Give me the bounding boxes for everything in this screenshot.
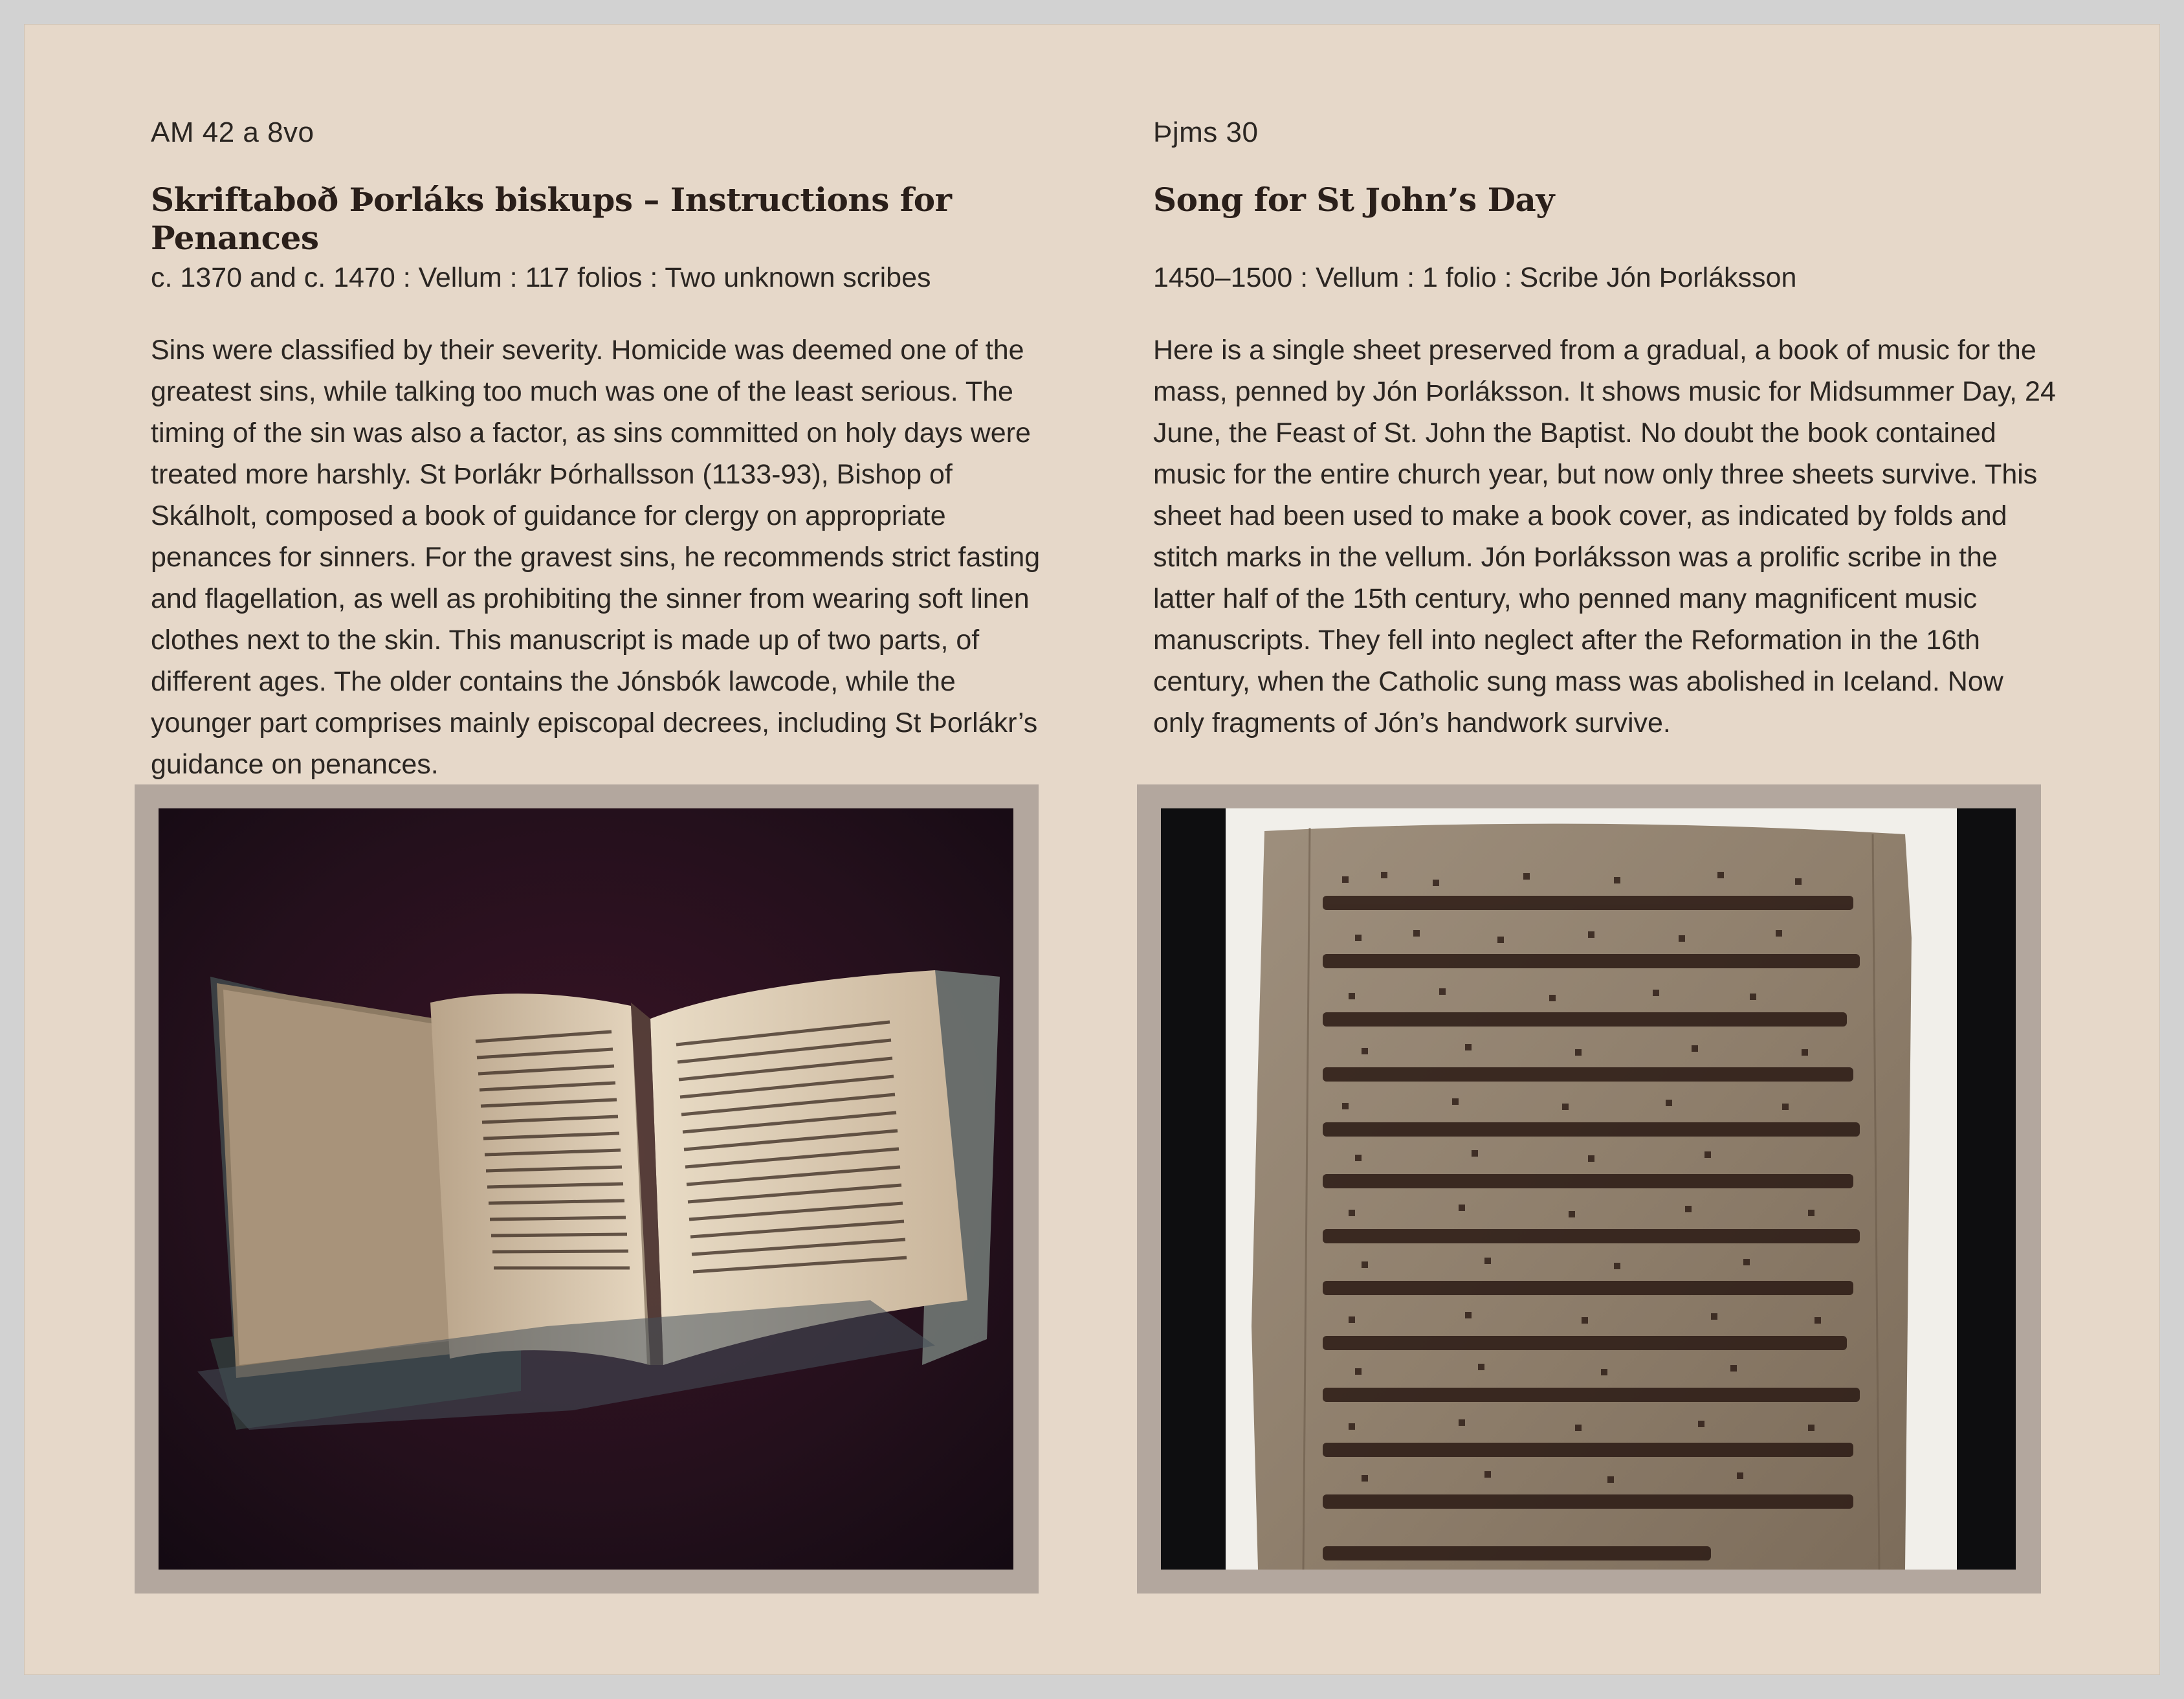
right-photo-frame <box>1137 784 2041 1594</box>
open-manuscript-photo <box>159 808 1013 1570</box>
left-photo-frame <box>135 784 1039 1594</box>
right-shelfmark: Þjms 30 <box>1153 117 1259 148</box>
left-description: Sins were classified by their severity. Homicide was deemed one of the greatest sins, while talking too much was one of the least serious. The timing of the sin was also a factor, as sins committed on holy days were treated more harshly. St Þorlákr Þórhallsson (1133-93), Bishop of Skálholt, composed a book of guidance for clergy on appropriate penances for sinners. For the gravest sins, he recommends strict fasting and flagellation, as well as prohibiting the sinner from wearing soft linen clothes next to the skin. This manuscript is made up of two parts, of different ages. The older contains the Jónsbók lawcode, while the younger part comprises mainly episcopal decrees, including St Þorlákr’s guidance on penances. <box>151 335 1041 780</box>
right-description: Here is a single sheet preserved from a gradual, a book of music for the mass, penned by Jón Þorláksson. It shows music for Midsummer Day, 24 June, the Feast of St. John the Baptist. No doubt the book contained music for the entire church year, but now only three sheets survive. This sheet had been used to make a book cover, as indicated by folds and stitch marks in the vellum. Jón Þorláksson was a prolific scribe in the latter half of the 15th century, who penned many magnificent music manuscripts. They fell into neglect after the Reformation in the 16th century, when the Catholic sung mass was abolished in Iceland. Now only fragments of Jón’s handwork survive. <box>1153 335 2056 738</box>
left-title: Skriftaboð Þorláks biskups – Instructions for Penances <box>151 181 952 257</box>
left-shelfmark: AM 42 a 8vo <box>151 117 314 148</box>
music-leaf-photo <box>1161 808 2016 1570</box>
right-meta: 1450–1500 : Vellum : 1 folio : Scribe Jón Þorláksson <box>1153 262 1797 293</box>
right-title: Song for St John’s Day <box>1153 181 1554 219</box>
left-meta: c. 1370 and c. 1470 : Vellum : 117 folios : Two unknown scribes <box>151 262 931 293</box>
exhibit-page <box>24 24 2160 1675</box>
